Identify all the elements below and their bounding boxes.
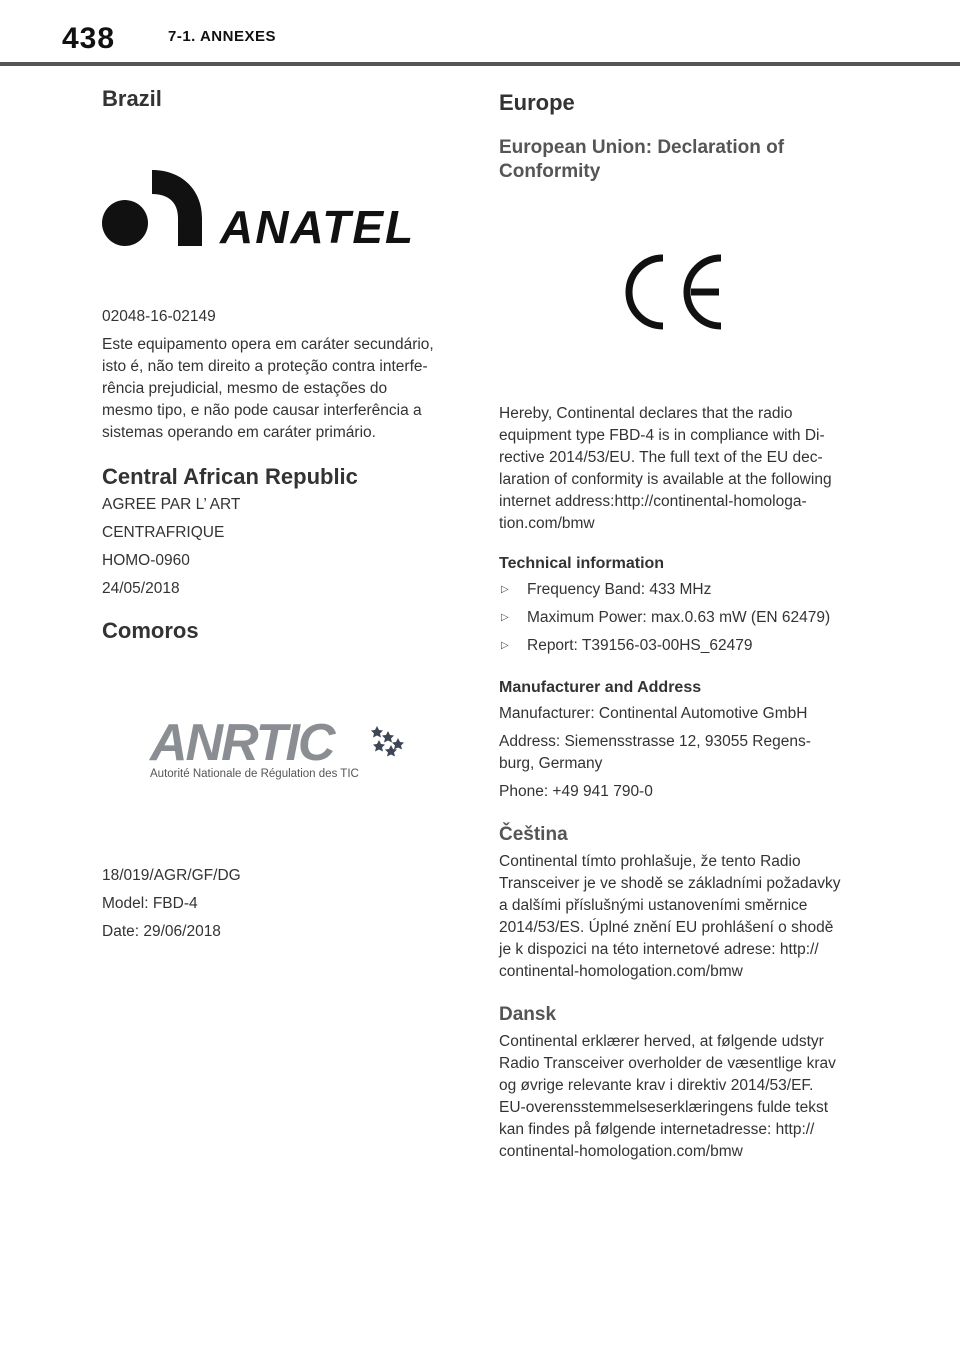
text-line: rência prejudicial, mesmo de estações do xyxy=(102,380,388,397)
anrtic-wordmark: ANRTIC xyxy=(150,714,334,772)
address-block xyxy=(499,731,864,775)
text-line: internet address:http://continental-homologa- xyxy=(499,493,807,510)
text-line: 2014/53/ES. Úplné znění EU prohlášení o shodě xyxy=(499,919,834,936)
brazil-text xyxy=(102,334,452,444)
text-line: Continental tímto prohlašuje, že tento Radio xyxy=(499,853,801,870)
car-heading: Central African Republic xyxy=(102,464,358,489)
text-line: equipment type FBD-4 is in compliance with Di- xyxy=(499,427,825,444)
text-line: isto é, não tem direito a proteção contra interfe- xyxy=(102,358,428,375)
europe-heading: Europe xyxy=(499,90,575,115)
car-lines xyxy=(102,494,452,600)
anatel-circle-icon xyxy=(102,200,148,246)
dansk-heading: Dansk xyxy=(499,1004,557,1025)
list-item: ▷ Maximum Power: max.0.63 mW (EN 62479) xyxy=(499,607,864,629)
anatel-wordmark: ANATEL xyxy=(220,201,416,253)
cestina-text xyxy=(499,851,864,983)
text-line: Hereby, Continental declares that the radio xyxy=(499,405,793,422)
section-title: 7-1. ANNEXES xyxy=(168,28,276,45)
cestina-heading: Čeština xyxy=(499,824,568,845)
page-header xyxy=(0,0,960,66)
manufacturer-line: Manufacturer: Continental Automotive GmbH xyxy=(499,705,808,722)
triangle-bullet-icon: ▷ xyxy=(501,640,509,651)
text-line: 24/05/2018 xyxy=(102,580,180,597)
eu-heading xyxy=(499,136,864,184)
header-rule xyxy=(0,62,960,66)
list-item: ▷ Frequency Band: 433 MHz xyxy=(499,579,864,601)
phone-line: Phone: +49 941 790-0 xyxy=(499,783,653,800)
text-line: rective 2014/53/EU. The full text of the EU dec- xyxy=(499,449,823,466)
text-line: burg, Germany xyxy=(499,755,603,772)
heading-line: European Union: Declaration of xyxy=(499,137,785,158)
text-line: Continental erklærer herved, at følgende udstyr xyxy=(499,1033,824,1050)
dansk-text xyxy=(499,1031,864,1163)
brazil-code: 02048-16-02149 xyxy=(102,308,216,325)
anatel-logo xyxy=(102,162,452,252)
text-line: kan findes på følgende internetadresse: http:// xyxy=(499,1121,815,1138)
comoros-heading: Comoros xyxy=(102,618,199,643)
text-line: continental-homologation.com/bmw xyxy=(499,963,743,980)
anrtic-star-icons xyxy=(371,726,404,757)
comoros-lines xyxy=(102,865,452,943)
text-line: laration of conformity is available at the following xyxy=(499,471,832,488)
tech-bullets xyxy=(499,579,864,657)
text-line: og øvrige relevante krav i direktiv 2014/53/EF. xyxy=(499,1077,814,1094)
text-line: Date: 29/06/2018 xyxy=(102,923,221,940)
text-line: CENTRAFRIQUE xyxy=(102,524,225,541)
eu-text xyxy=(499,403,864,535)
text-line: sistemas operando em caráter primário. xyxy=(102,424,376,441)
brazil-heading: Brazil xyxy=(102,86,162,111)
page-number: 438 xyxy=(62,22,116,55)
text-line: Este equipamento opera em caráter secundário, xyxy=(102,336,434,353)
heading-line: Conformity xyxy=(499,161,601,182)
text-line: je k dispozici na této internetové adrese: http:// xyxy=(499,941,819,958)
text-line: mesmo tipo, e não pode causar interferência a xyxy=(102,402,422,419)
ce-mark-icon xyxy=(625,252,864,337)
anrtic-subtitle: Autorité Nationale de Régulation des TIC xyxy=(150,768,359,780)
text-line: 18/019/AGR/GF/DG xyxy=(102,867,241,884)
triangle-bullet-icon: ▷ xyxy=(501,612,509,623)
triangle-bullet-icon: ▷ xyxy=(501,584,509,595)
anrtic-logo xyxy=(148,712,452,787)
text-line: EU-overensstemmelseserklæringens fulde tekst xyxy=(499,1099,829,1116)
text-line: Address: Siemensstrasse 12, 93055 Regens- xyxy=(499,733,811,750)
text-line: continental-homologation.com/bmw xyxy=(499,1143,743,1160)
text-line: a dalšími příslušnými ustanoveními směrnice xyxy=(499,897,808,914)
manufacturer-heading: Manufacturer and Address xyxy=(499,679,702,696)
text-line: HOMO-0960 xyxy=(102,552,190,569)
text-line: tion.com/bmw xyxy=(499,515,595,532)
anatel-arc-icon xyxy=(148,166,204,246)
tech-heading: Technical information xyxy=(499,555,665,572)
text-line: Model: FBD-4 xyxy=(102,895,198,912)
right-column xyxy=(499,80,864,1163)
list-item: ▷ Report: T39156-03-00HS_62479 xyxy=(499,635,864,657)
text-line: AGREE PAR L’ ART xyxy=(102,496,241,513)
left-column xyxy=(102,80,452,943)
text-line: Radio Transceiver overholder de væsentlige krav xyxy=(499,1055,836,1072)
text-line: Transceiver je ve shodě se základními požadavky xyxy=(499,875,841,892)
